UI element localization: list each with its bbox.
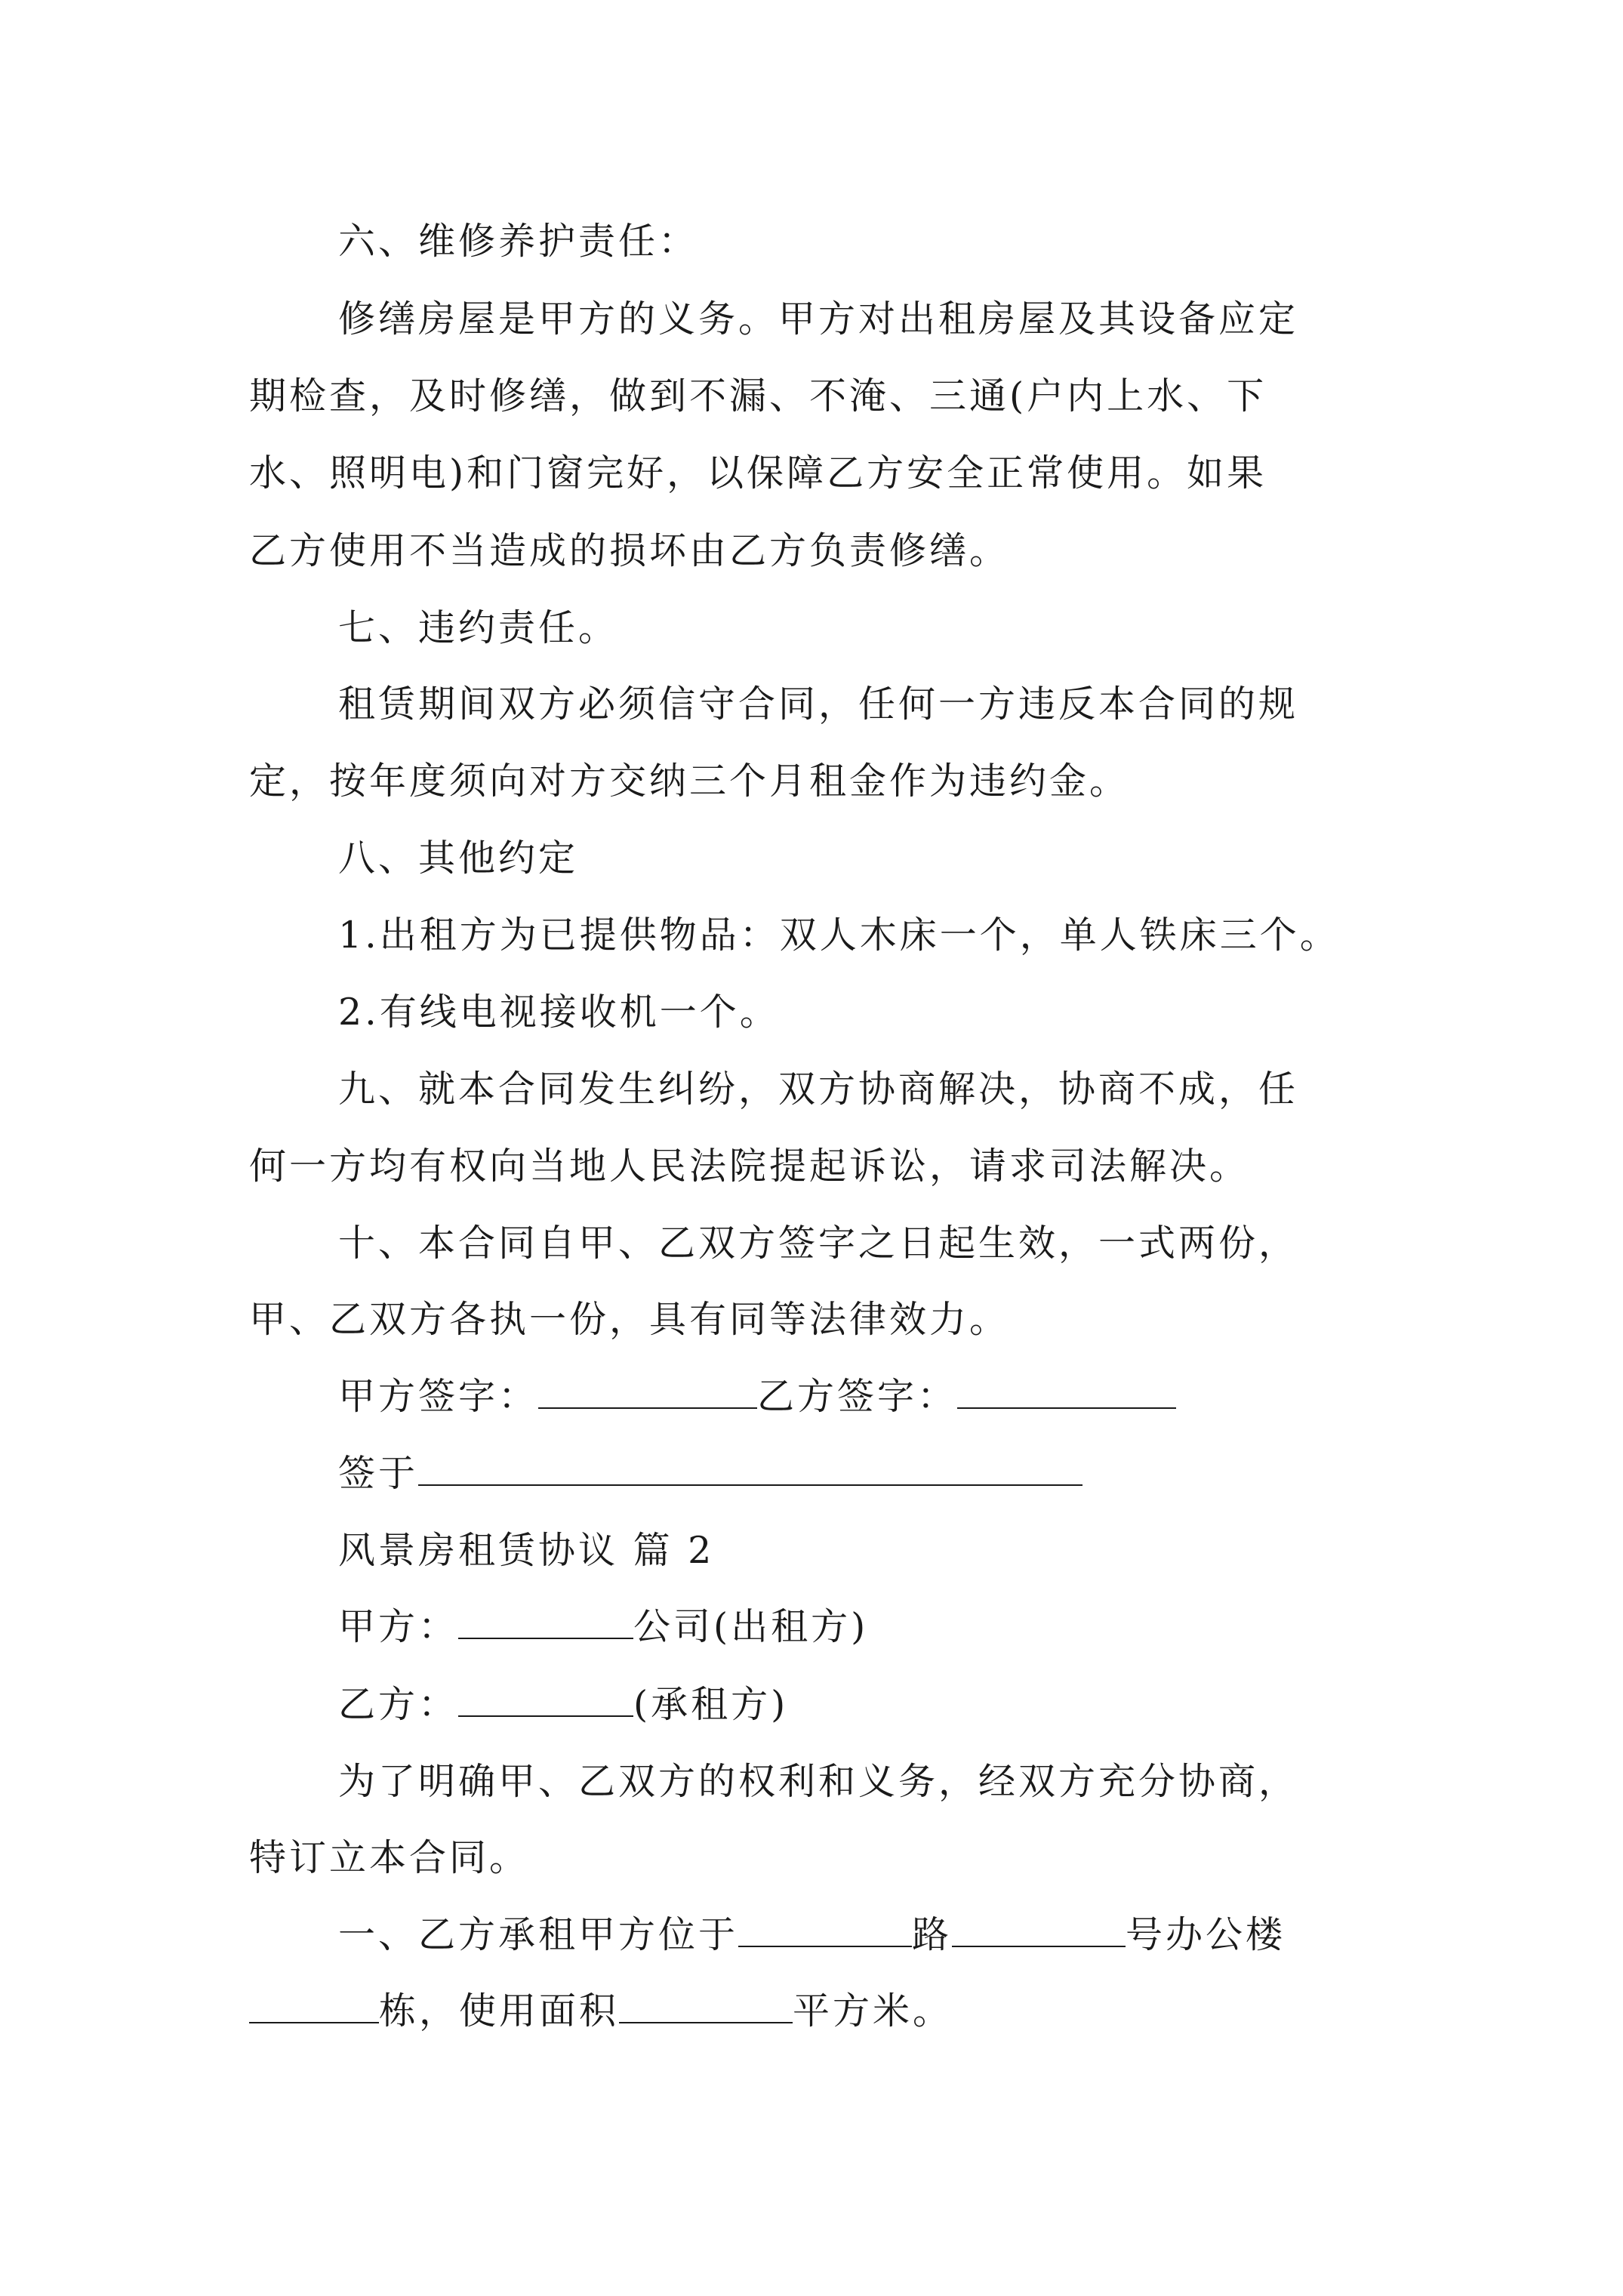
clause1-office-label: 号办公楼: [1126, 1913, 1286, 1956]
clause1-sqm-label: 平方米。: [793, 1989, 953, 2032]
signed-at-line: [338, 1451, 1083, 1496]
party-b-line: [338, 1682, 788, 1727]
clause1-location-blank[interactable]: [738, 1912, 912, 1947]
signed-at-blank[interactable]: [418, 1451, 1083, 1486]
section6-paragraph-line-2: 期检查，及时修缮，做到不漏、不淹、三通(户内上水、下: [249, 374, 1267, 418]
section6-heading: 六、维修养护责任：: [338, 220, 699, 263]
party-b-name-blank[interactable]: [458, 1682, 633, 1717]
section7-paragraph-line-1: 租赁期间双方必须信守合同，任何一方违反本合同的规: [338, 683, 1299, 726]
party-a-name-blank[interactable]: [458, 1604, 633, 1639]
section8-heading: 八、其他约定: [338, 837, 579, 880]
clause1-area-blank[interactable]: [619, 1989, 793, 2023]
party-a-suffix: 公司(出租方): [633, 1605, 869, 1648]
party-a-line: [338, 1604, 868, 1650]
clause1-number-blank[interactable]: [952, 1912, 1126, 1947]
section6-paragraph-line-1: 修缮房屋是甲方的义务。甲方对出租房屋及其设备应定: [338, 297, 1299, 341]
section7-heading: 七、违约责任。: [338, 606, 619, 649]
section7-paragraph-line-2: 定，按年度须向对方交纳三个月租金作为违约金。: [249, 760, 1130, 803]
party-a-signature-label: 甲方签字：: [338, 1375, 539, 1418]
party-b-suffix: (承租方): [633, 1683, 789, 1726]
clause1-building-label: 栋，使用面积: [379, 1989, 620, 2032]
section10-line-2: 甲、乙双方各执一份，具有同等法律效力。: [249, 1298, 1010, 1341]
agreement-title: 风景房租赁协议 篇 2: [338, 1529, 715, 1572]
party-a-signature-blank[interactable]: [538, 1374, 757, 1409]
section10-line-1: 十、本合同自甲、乙双方签字之日起生效，一式两份，: [338, 1222, 1299, 1265]
clause1-road-label: 路: [912, 1913, 953, 1956]
signature-line: [338, 1374, 1176, 1419]
party-b-signature-label: 乙方签字：: [757, 1375, 958, 1418]
clause1-text-1: 一、乙方承租甲方位于: [338, 1913, 739, 1956]
intro-line-1: 为了明确甲、乙双方的权利和义务，经双方充分协商，: [338, 1760, 1299, 1803]
intro-line-2: 特订立本合同。: [249, 1836, 530, 1879]
section9-line-2: 何一方均有权向当地人民法院提起诉讼，请求司法解决。: [249, 1145, 1250, 1188]
party-a-label: 甲方：: [338, 1605, 459, 1648]
section9-line-1: 九、就本合同发生纠纷，双方协商解决，协商不成，任: [338, 1068, 1299, 1111]
section6-paragraph-line-4: 乙方使用不当造成的损坏由乙方负责修缮。: [249, 529, 1010, 572]
section8-item-1: 1.出租方为已提供物品：双人木床一个，单人铁床三个。: [338, 914, 1340, 957]
party-b-label: 乙方：: [338, 1683, 459, 1726]
clause1-building-blank[interactable]: [249, 1989, 379, 2023]
clause1-line-1: [338, 1912, 1286, 1958]
party-b-signature-blank[interactable]: [957, 1374, 1176, 1409]
section8-item-2: 2.有线电视接收机一个。: [338, 991, 780, 1034]
signed-at-label: 签于: [338, 1452, 419, 1495]
clause1-line-2: [249, 1989, 953, 2034]
section6-paragraph-line-3: 水、照明电)和门窗完好，以保障乙方安全正常使用。如果: [249, 451, 1267, 495]
